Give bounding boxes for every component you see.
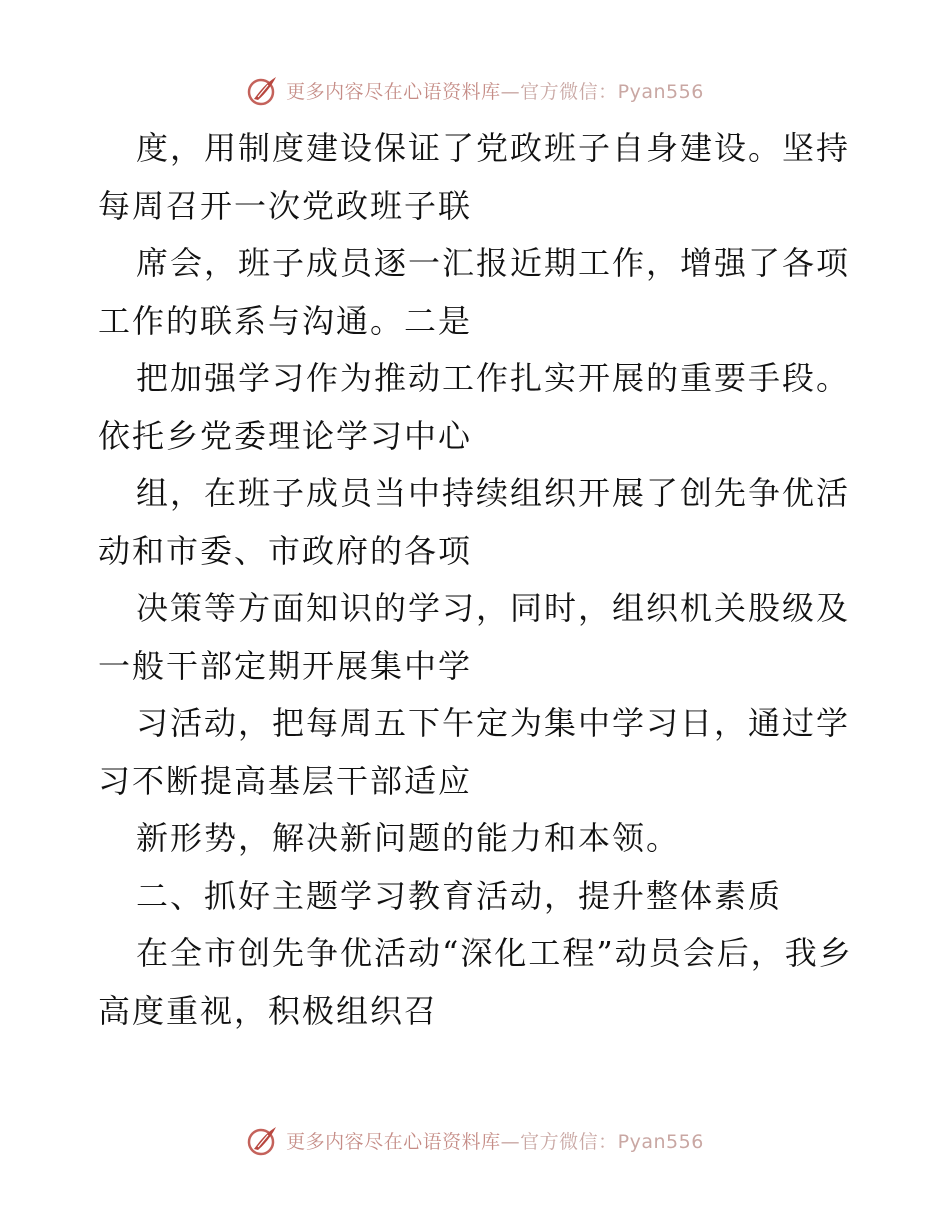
paragraph-line: 决策等方面知识的学习，同时，组织机关股级及 bbox=[136, 589, 851, 627]
paragraph-line: 一般干部定期开展集中学 bbox=[98, 646, 473, 685]
watermark-main: 更多内容尽在心语资料库 bbox=[286, 80, 501, 103]
document-body bbox=[98, 120, 858, 1040]
paragraph-line: 组，在班子成员当中持续组织开展了创先争优活 bbox=[136, 474, 851, 512]
paragraph-line: 度，用制度建设保证了党政班子自身建设。坚持 bbox=[136, 129, 851, 167]
watermark-sep: — bbox=[500, 1130, 521, 1153]
paragraph-line: 习不断提高基层干部适应 bbox=[98, 761, 473, 800]
paragraph-line: 把加强学习作为推动工作扎实开展的重要手段。 bbox=[136, 359, 851, 397]
header-watermark bbox=[0, 70, 950, 110]
watermark-main: 更多内容尽在心语资料库 bbox=[286, 1130, 501, 1153]
paragraph bbox=[98, 925, 858, 1040]
quill-logo-icon bbox=[246, 73, 280, 107]
paragraph-line: 二、抓好主题学习教育活动，提升整体素质 bbox=[136, 876, 783, 915]
paragraph-line: 新形势，解决新问题的能力和本领。 bbox=[136, 819, 681, 857]
paragraph-line: 工作的联系与沟通。二是 bbox=[98, 301, 473, 340]
paragraph bbox=[98, 695, 858, 810]
paragraph-line: 乡高度重视，积极组织召 bbox=[98, 934, 853, 1030]
paragraph-line: 每周召开一次党政班子联 bbox=[98, 186, 473, 225]
paragraph-line: 依托乡党委理论学习中心 bbox=[98, 416, 473, 455]
paragraph bbox=[98, 350, 858, 465]
watermark-sub: 官方微信：Pyan556 bbox=[520, 1130, 704, 1153]
watermark-text bbox=[286, 1127, 704, 1154]
paragraph bbox=[98, 235, 858, 350]
paragraph bbox=[98, 810, 858, 868]
paragraph bbox=[98, 120, 858, 235]
paragraph bbox=[98, 465, 858, 580]
quill-logo-icon bbox=[246, 1123, 280, 1157]
watermark-sub: 官方微信：Pyan556 bbox=[520, 80, 704, 103]
footer-watermark bbox=[0, 1120, 950, 1160]
watermark-sep: — bbox=[500, 80, 521, 103]
section-heading bbox=[98, 868, 858, 926]
paragraph-line: 动和市委、市政府的各项 bbox=[98, 531, 473, 570]
watermark-text bbox=[286, 77, 704, 104]
paragraph-line: 席会，班子成员逐一汇报近期工作，增强了各项 bbox=[136, 244, 851, 282]
paragraph-line: 在全市创先争优活动“深化工程”动员会后，我 bbox=[136, 934, 819, 972]
paragraph bbox=[98, 580, 858, 695]
paragraph-line: 习活动，把每周五下午定为集中学习日，通过学 bbox=[136, 704, 851, 742]
